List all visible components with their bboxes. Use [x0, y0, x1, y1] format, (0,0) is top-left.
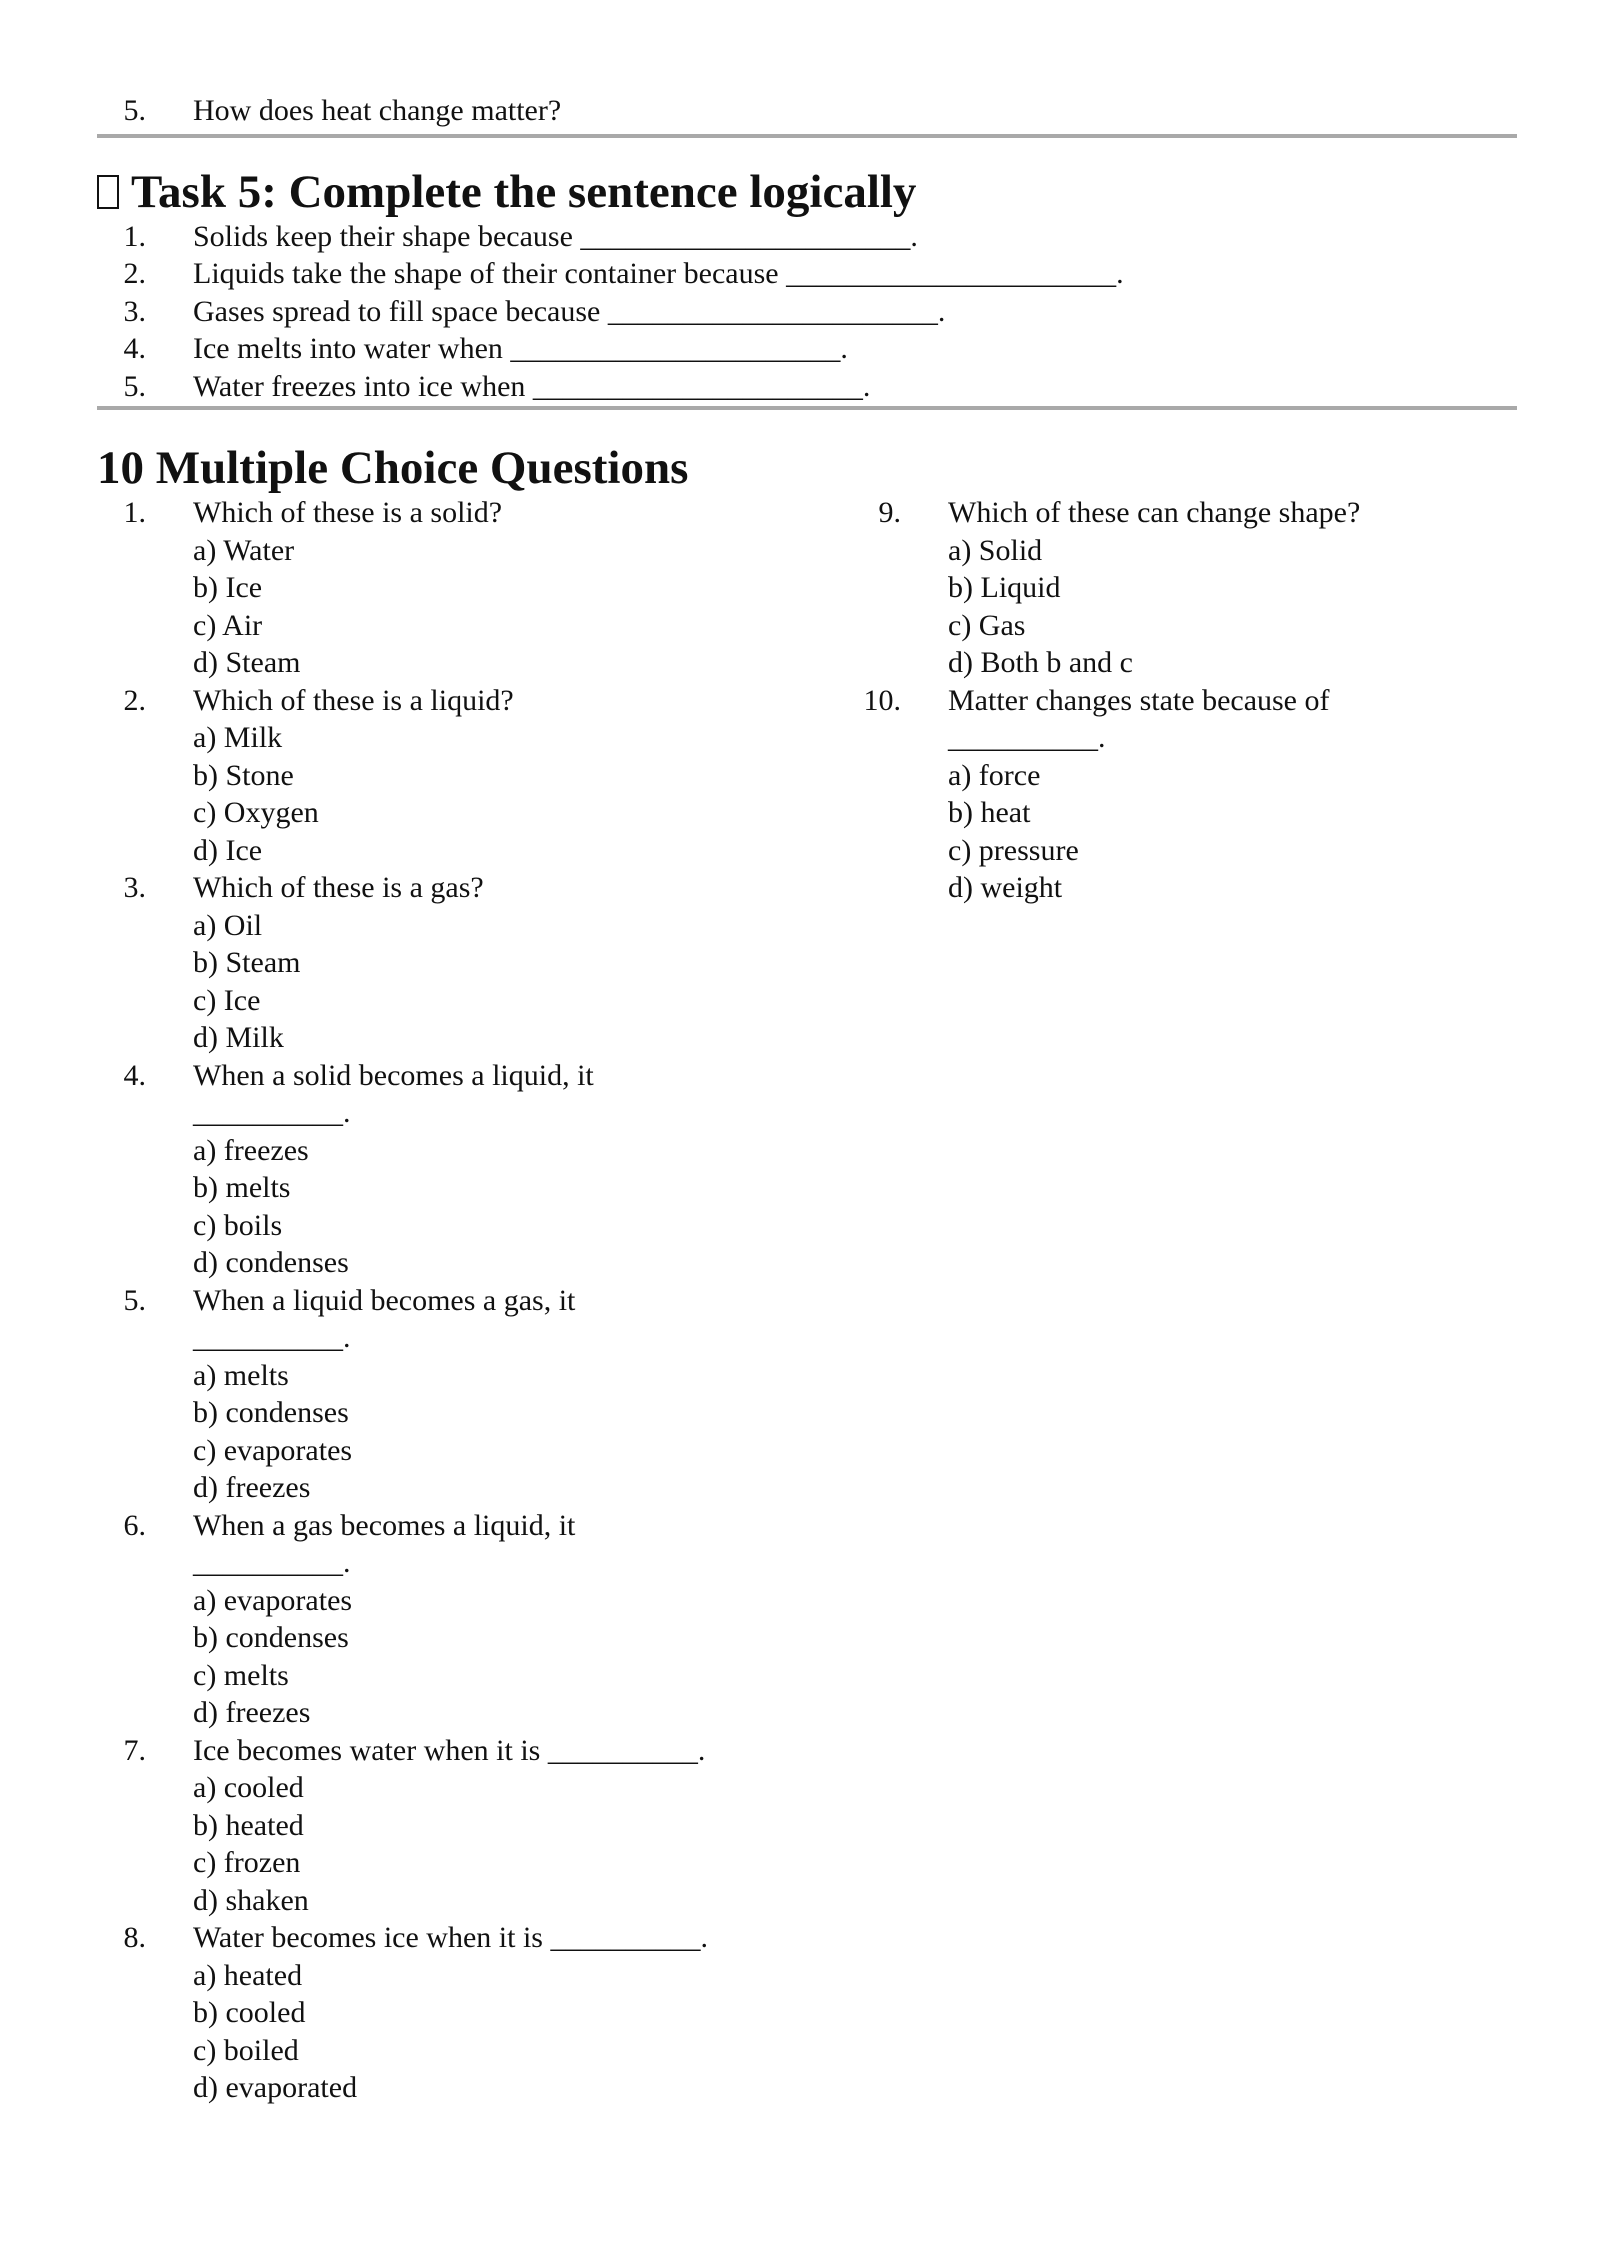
- option: d) evaporated: [193, 2071, 358, 2104]
- item-number: 4.: [123, 332, 146, 365]
- question-text: Ice becomes water when it is __________.: [193, 1733, 706, 1767]
- mcq-heading: 10 Multiple Choice Questions: [97, 442, 689, 494]
- question-number: 10.: [863, 683, 901, 717]
- option: b) Ice: [193, 571, 263, 604]
- question-number: 5.: [123, 94, 146, 127]
- question-text: Which of these is a liquid?: [193, 683, 514, 717]
- option: d) Ice: [193, 833, 263, 867]
- question-blank: __________.: [948, 721, 1106, 754]
- question-number: 8.: [123, 1921, 146, 1954]
- task5-heading: [97, 164, 1517, 220]
- option: d) freezes: [193, 1471, 311, 1504]
- question-block: [97, 1732, 852, 1920]
- mcq-right-column: [852, 494, 1392, 907]
- question-block: [852, 682, 1392, 907]
- task5-heading-text: Task 5: Complete the sentence logically: [131, 165, 917, 218]
- missing-glyph-icon: [97, 175, 119, 209]
- option: d) Both b and c: [948, 646, 1133, 679]
- question-text: Which of these is a solid?: [193, 496, 503, 529]
- option: a) Water: [193, 533, 295, 567]
- question-text: How does heat change matter?: [193, 94, 562, 127]
- option: c) Air: [193, 608, 263, 642]
- option: c) evaporates: [193, 1433, 353, 1467]
- option: b) condenses: [193, 1396, 349, 1429]
- option: b) condenses: [193, 1621, 349, 1654]
- option: c) Oxygen: [193, 796, 319, 829]
- option: c) boiled: [193, 2033, 299, 2067]
- question-block: [97, 1507, 852, 1732]
- option: a) Milk: [193, 721, 283, 754]
- list-item: [97, 218, 1517, 256]
- option: c) Gas: [948, 608, 1026, 642]
- task5-list: [97, 218, 1517, 406]
- question-number: 5.: [123, 1283, 146, 1317]
- option: a) cooled: [193, 1771, 304, 1804]
- option: b) melts: [193, 1171, 291, 1204]
- question-blank: __________.: [193, 1096, 351, 1129]
- item-text: Ice melts into water when ______________________.: [193, 332, 848, 365]
- question-text: Which of these can change shape?: [948, 496, 1361, 529]
- question-block: [97, 682, 852, 870]
- option: d) freezes: [193, 1696, 311, 1729]
- question-number: 6.: [123, 1508, 146, 1542]
- option: d) Milk: [193, 1021, 284, 1054]
- list-item: [97, 255, 1517, 293]
- option: b) Stone: [193, 758, 294, 792]
- option: b) heated: [193, 1808, 304, 1842]
- option: c) frozen: [193, 1846, 301, 1879]
- option: c) boils: [193, 1208, 283, 1242]
- question-text: When a gas becomes a liquid, it: [193, 1508, 576, 1542]
- item-text: Liquids take the shape of their container because ______________________.: [193, 257, 1124, 290]
- mcq-columns: [97, 494, 1517, 2107]
- question-block: [97, 1057, 852, 1282]
- option: c) Ice: [193, 983, 261, 1017]
- item-number: 1.: [123, 219, 146, 253]
- question-number: 3.: [123, 871, 146, 904]
- option: a) Solid: [948, 533, 1043, 567]
- list-item: [97, 330, 1517, 368]
- question-number: 9.: [878, 496, 901, 529]
- question-block: [97, 494, 852, 682]
- item-number: 5.: [123, 369, 146, 403]
- question-block: [97, 1919, 852, 2107]
- question-block: [97, 1282, 852, 1507]
- question-block: [852, 494, 1392, 682]
- question-number: 1.: [123, 496, 146, 529]
- item-text: Solids keep their shape because ______________________.: [193, 219, 918, 253]
- question-text: Matter changes state because of: [948, 683, 1330, 717]
- item-number: 3.: [123, 294, 146, 328]
- question-text: When a liquid becomes a gas, it: [193, 1283, 576, 1317]
- option: a) heated: [193, 1958, 303, 1992]
- question-number: 4.: [123, 1058, 146, 1092]
- question-blank: __________.: [193, 1546, 351, 1579]
- item-number: 2.: [123, 257, 146, 290]
- option: d) shaken: [193, 1883, 309, 1917]
- option: a) melts: [193, 1358, 289, 1392]
- document-page: [97, 92, 1517, 2107]
- option: b) cooled: [193, 1996, 306, 2029]
- option: c) pressure: [948, 833, 1079, 867]
- option: b) Steam: [193, 946, 301, 979]
- question-text: Which of these is a gas?: [193, 871, 484, 904]
- list-item: [97, 293, 1517, 331]
- question-text: When a solid becomes a liquid, it: [193, 1058, 594, 1092]
- option: a) evaporates: [193, 1583, 353, 1617]
- option: a) force: [948, 758, 1041, 792]
- item-text: Water freezes into ice when ______________________.: [193, 369, 871, 403]
- list-item: [97, 368, 1517, 406]
- question-number: 7.: [123, 1733, 146, 1767]
- option: b) heat: [948, 796, 1031, 829]
- option: a) freezes: [193, 1133, 309, 1167]
- question-block: [97, 869, 852, 1057]
- section-divider: [97, 406, 1517, 410]
- question-number: 2.: [123, 683, 146, 717]
- carryover-question: [97, 92, 1517, 130]
- item-text: Gases spread to fill space because ______________________.: [193, 294, 946, 328]
- option: d) weight: [948, 871, 1063, 904]
- option: b) Liquid: [948, 571, 1061, 604]
- option: a) Oil: [193, 908, 263, 942]
- question-blank: __________.: [193, 1321, 351, 1354]
- mcq-left-column: [97, 494, 852, 2107]
- option: c) melts: [193, 1658, 289, 1692]
- option: d) Steam: [193, 646, 301, 679]
- question-text: Water becomes ice when it is __________.: [193, 1921, 708, 1954]
- option: d) condenses: [193, 1246, 349, 1279]
- section-divider: [97, 134, 1517, 138]
